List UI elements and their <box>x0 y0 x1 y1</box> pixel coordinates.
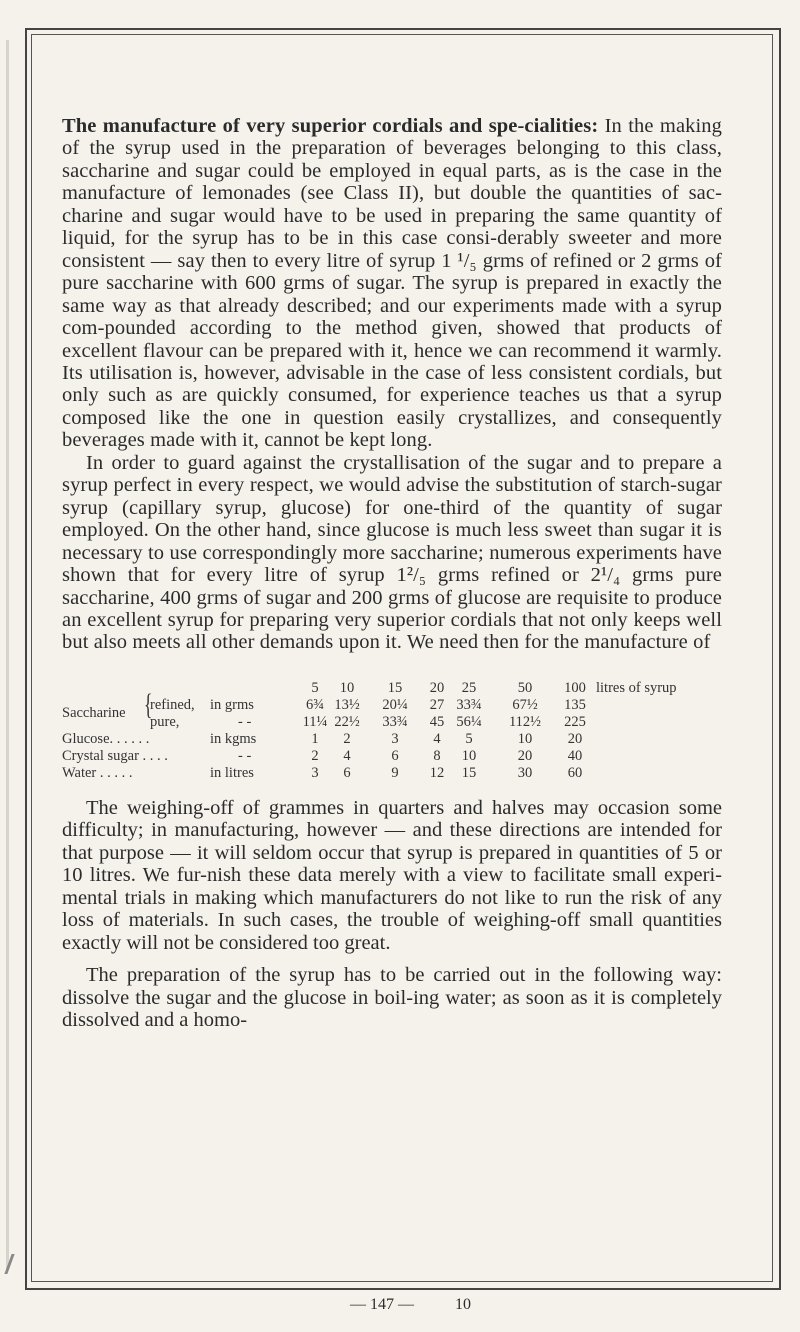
table-cell: 15 <box>461 765 477 781</box>
table-cell: 45 <box>429 714 445 730</box>
paragraph-1-body: In the making of the syrup used in the preparation of beverages belonging to this class, saccharine and sugar could be employed in equal parts, as is the case in the manufacture of lemonades (see Class II), but double the quantities of sac-charine and sugar would have to be used in preparing the same quantity of liquid, for the syrup has to be in this case consi-derably sweeter and more consistent — say then to every litre of syrup 1 ¹/₅ grms of refined or 2 grms of pure saccharine with 600 grms of sugar. The syrup is prepared in exactly the same way as that already described; and our experiments made with a syrup com-pounded according to the method given, showed that products of excellent flavour can be prepared with it, hence we can recommend it warmly. Its utilisation is, however, advisable in the case of less consistent cordials, but only such as are quickly consumed, for experience teaches us that a syrup composed like the one in question easily crystallizes, and consequently beverages made with it, cannot be kept long. <box>62 115 722 452</box>
row-label-water: Water . . . . . <box>62 765 133 781</box>
table-cell: 22½ <box>334 714 360 730</box>
table-row <box>62 697 742 721</box>
table-header-cell: 10 <box>339 680 355 696</box>
table-cell: 1 <box>311 731 319 747</box>
table-cell: 10 <box>517 731 533 747</box>
row-label-crystal-sugar: Crystal sugar . . . . <box>62 748 168 764</box>
table-cell: 13½ <box>334 697 360 713</box>
table-cell: 4 <box>433 731 441 747</box>
table-cell: 5 <box>465 731 473 747</box>
paragraph-2: In order to guard against the crystallisation of the sugar and to prepare a syrup perfect in every respect, we would advise the substitution of starch-sugar syrup (capillary syrup, glucose) for one-third of the quantity of sugar employed. On the other hand, since glucose is much less sweet than sugar it is necessary to use correspondingly more saccharine; numerous experiments have shown that for every litre of syrup 1²/₅ grms refined or 2¹/₄ grms pure saccharine, 400 grms of sugar and 200 grms of glucose are requisite to produce an excellent syrup for preparing very superior cordials that not only keeps well but also meets all other demands upon it. We need then for the manufacture of <box>62 451 722 654</box>
table-header-cell: 15 <box>387 680 403 696</box>
brace-glyph: { <box>143 688 153 721</box>
table-header-cell: 50 <box>517 680 533 696</box>
table-cell: 11¼ <box>302 714 328 730</box>
table-header-cell: 25 <box>461 680 477 696</box>
table-cell: 6 <box>391 748 399 764</box>
table-header-cell: 20 <box>429 680 445 696</box>
table-cell: 20 <box>567 731 583 747</box>
paragraph-1 <box>62 115 722 452</box>
page-number: — 147 — <box>350 1296 414 1313</box>
table-cell: 3 <box>311 765 319 781</box>
paragraph-4: The preparation of the syrup has to be carried out in the following way: dissolve the sugar and the glucose in boil-ing water; as soon as it is completely dissolved and a homo- <box>62 964 722 1032</box>
table-row <box>62 748 742 765</box>
table-cell: 135 <box>564 697 586 713</box>
table-cell: 67½ <box>512 697 538 713</box>
scan-edge <box>6 40 9 1270</box>
table-cell: 225 <box>564 714 586 730</box>
quantities-table <box>62 680 742 782</box>
table-cell: 4 <box>343 748 351 764</box>
row-unit: in grms <box>210 697 254 713</box>
table-cell: 112½ <box>508 714 542 730</box>
body-text-top <box>62 115 722 654</box>
table-cell: 40 <box>567 748 583 764</box>
table-header-unit: litres of syrup <box>596 680 677 696</box>
table-header-row <box>62 680 742 697</box>
row-unit: in litres <box>210 765 254 781</box>
row-sublabel: pure, <box>150 714 180 730</box>
row-unit: - - <box>238 748 252 764</box>
table-header-cell: 100 <box>564 680 586 696</box>
table-cell: 9 <box>391 765 399 781</box>
row-sublabel: refined, <box>150 697 195 713</box>
section-heading: The manufacture of very superior cordials and spe-cialities: <box>62 115 599 137</box>
table-cell: 20 <box>517 748 533 764</box>
table-header-cell: 5 <box>311 680 319 696</box>
table-cell: 2 <box>343 731 351 747</box>
table-cell: 33¾ <box>456 697 482 713</box>
paragraph-3: The weighing-off of grammes in quarters and halves may occasion some difficulty; in manufacturing, however — and these directions are intended for that purpose — it will seldom occur that syrup is prepared in quantities of 5 or 10 litres. We fur-nish these data merely with a view to facilitate small experi-mental trials in making which manufacturers do not like to run the risk of any loss of materials. In such cases, the trouble of weighing-off small quantities exactly will not be considered too great. <box>62 797 722 954</box>
table-cell: 3 <box>391 731 399 747</box>
row-label-saccharine: Saccharine <box>62 705 126 721</box>
row-label-glucose: Glucose. . . . . . <box>62 731 150 747</box>
body-text-bottom <box>62 797 722 1032</box>
table-cell: 6 <box>343 765 351 781</box>
signature-mark: 10 <box>455 1296 471 1313</box>
table-cell: 8 <box>433 748 441 764</box>
table-row <box>62 765 742 782</box>
table-cell: 30 <box>517 765 533 781</box>
table-cell: 12 <box>429 765 445 781</box>
table-cell: 60 <box>567 765 583 781</box>
row-unit: in kgms <box>210 731 257 747</box>
table-cell: 27 <box>429 697 445 713</box>
table-cell: 10 <box>461 748 477 764</box>
table-row <box>62 731 742 748</box>
table-cell: 33¾ <box>382 714 408 730</box>
table-cell: 2 <box>311 748 319 764</box>
table-cell: 20¼ <box>382 697 408 713</box>
row-unit: - - <box>238 714 252 730</box>
table-cell: 56¼ <box>456 714 482 730</box>
table-cell: 6¾ <box>305 697 325 713</box>
